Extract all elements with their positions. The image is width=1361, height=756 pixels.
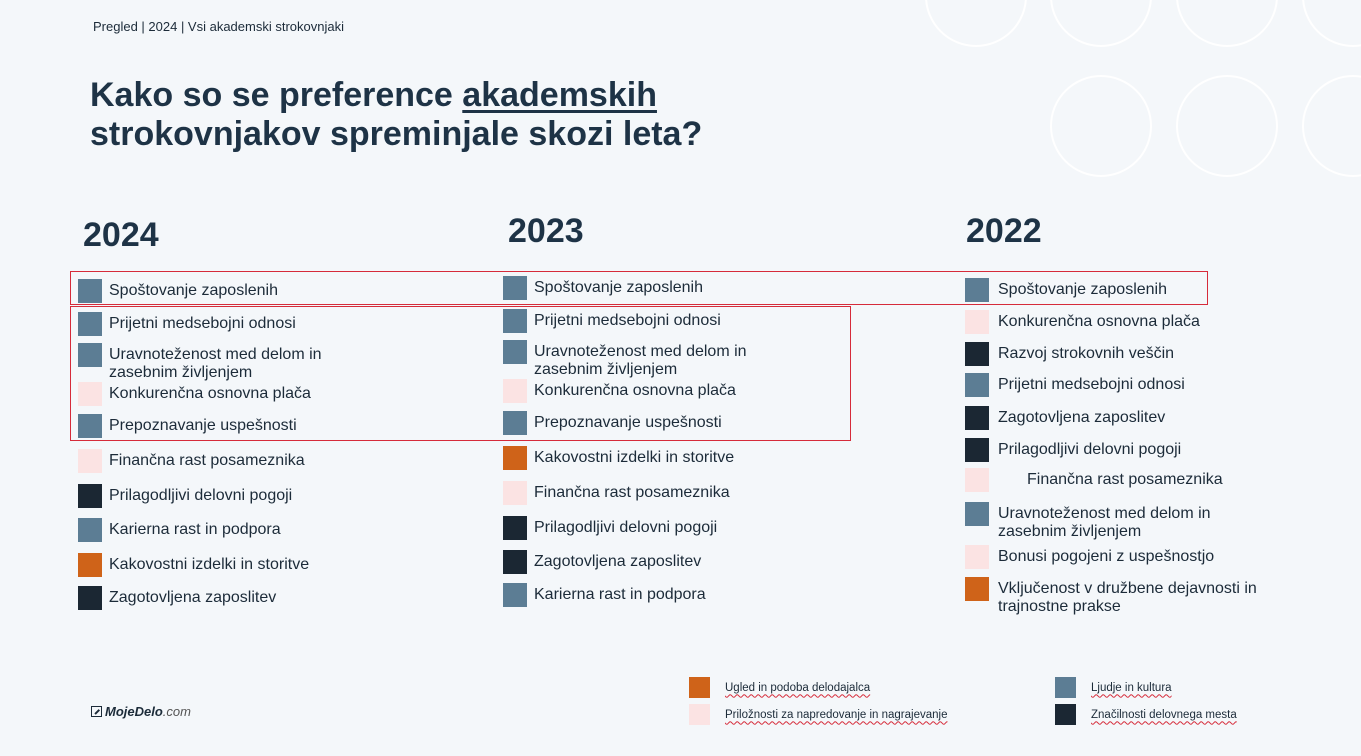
legend-label: Priložnosti za napredovanje in nagrajevanje bbox=[725, 708, 948, 721]
list-item bbox=[78, 449, 305, 473]
category-swatch bbox=[503, 550, 527, 574]
list-item bbox=[965, 468, 1223, 492]
legend-swatch bbox=[1055, 704, 1076, 725]
category-swatch bbox=[965, 577, 989, 601]
title-part2: strokovnjakov spreminjale skozi leta? bbox=[90, 115, 703, 153]
list-item bbox=[965, 342, 1174, 366]
legend-swatch bbox=[689, 704, 710, 725]
list-item bbox=[965, 278, 1167, 302]
category-swatch bbox=[503, 411, 527, 435]
logo-brand: MojeDelo bbox=[105, 704, 163, 719]
year-2024-heading: 2024 bbox=[83, 216, 159, 254]
item-label: Finančna rast posameznika bbox=[109, 452, 305, 469]
item-label: Uravnoteženost med delom in zasebnim življenjem bbox=[998, 505, 1211, 540]
list-item bbox=[78, 343, 359, 382]
item-label: Spoštovanje zaposlenih bbox=[998, 281, 1168, 298]
category-swatch bbox=[503, 583, 527, 607]
list-item bbox=[78, 414, 297, 438]
item-label: Prilagodljivi delovni pogoji bbox=[534, 519, 718, 536]
decor-circle bbox=[925, 0, 1027, 47]
category-swatch bbox=[503, 309, 527, 333]
item-label: Prepoznavanje uspešnosti bbox=[109, 417, 297, 434]
category-swatch bbox=[78, 586, 102, 610]
list-item bbox=[965, 577, 1268, 616]
item-label: Spoštovanje zaposlenih bbox=[534, 279, 704, 296]
item-label: Bonusi pogojeni z uspešnostjo bbox=[998, 548, 1215, 565]
list-item bbox=[78, 312, 296, 336]
list-item bbox=[965, 406, 1165, 430]
item-label: Kakovostni izdelki in storitve bbox=[534, 449, 735, 466]
item-label: Prijetni medsebojni odnosi bbox=[109, 315, 296, 332]
legend-label: Značilnosti delovnega mesta bbox=[1091, 708, 1237, 721]
category-swatch bbox=[78, 279, 102, 303]
category-swatch bbox=[503, 516, 527, 540]
list-item bbox=[503, 550, 701, 574]
category-swatch bbox=[78, 343, 102, 367]
list-item bbox=[503, 516, 717, 540]
title-part1: Kako so se preference bbox=[90, 76, 463, 114]
item-label: Prepoznavanje uspešnosti bbox=[534, 414, 722, 431]
item-label: Finančna rast posameznika bbox=[1027, 471, 1223, 488]
item-label: Zagotovljena zaposlitev bbox=[534, 553, 702, 570]
legend-label: Ugled in podoba delodajalca bbox=[725, 681, 871, 694]
item-label: Zagotovljena zaposlitev bbox=[109, 589, 277, 606]
item-label: Prijetni medsebojni odnosi bbox=[998, 376, 1185, 393]
category-swatch bbox=[965, 438, 989, 462]
decor-circle bbox=[1176, 0, 1278, 47]
item-label: Konkurenčna osnovna plača bbox=[534, 382, 736, 399]
list-item bbox=[78, 518, 281, 542]
item-label: Karierna rast in podpora bbox=[109, 521, 281, 538]
legend-item bbox=[1055, 704, 1237, 725]
legend-swatch bbox=[1055, 677, 1076, 698]
category-swatch bbox=[965, 545, 989, 569]
category-swatch bbox=[503, 481, 527, 505]
legend-item bbox=[1055, 677, 1172, 698]
item-label: Prilagodljivi delovni pogoji bbox=[109, 487, 293, 504]
legend-item bbox=[689, 677, 870, 698]
category-swatch bbox=[965, 502, 989, 526]
list-item bbox=[965, 545, 1214, 569]
title-underlined: akademskih bbox=[462, 76, 657, 114]
list-item bbox=[503, 481, 730, 505]
list-item bbox=[503, 276, 703, 300]
list-item bbox=[503, 583, 706, 607]
item-label: Vključenost v družbene dejavnosti in trajnostne prakse bbox=[998, 580, 1257, 615]
year-2022-heading: 2022 bbox=[966, 212, 1042, 250]
list-item bbox=[78, 382, 311, 406]
list-item bbox=[503, 379, 736, 403]
category-swatch bbox=[503, 340, 527, 364]
item-label: Konkurenčna osnovna plača bbox=[998, 313, 1200, 330]
legend-swatch bbox=[689, 677, 710, 698]
category-swatch bbox=[965, 373, 989, 397]
list-item bbox=[965, 502, 1248, 541]
decor-circle bbox=[1050, 75, 1152, 177]
category-swatch bbox=[78, 518, 102, 542]
list-item bbox=[965, 310, 1200, 334]
item-label: Spoštovanje zaposlenih bbox=[109, 282, 279, 299]
item-label: Uravnoteženost med delom in zasebnim življenjem bbox=[109, 346, 322, 381]
category-swatch bbox=[78, 484, 102, 508]
list-item bbox=[503, 340, 784, 379]
category-swatch bbox=[503, 379, 527, 403]
category-swatch bbox=[965, 406, 989, 430]
list-item bbox=[503, 411, 722, 435]
category-swatch bbox=[965, 342, 989, 366]
mojedelo-logo[interactable] bbox=[91, 704, 191, 719]
item-label: Zagotovljena zaposlitev bbox=[998, 409, 1166, 426]
item-label: Karierna rast in podpora bbox=[534, 586, 706, 603]
list-item bbox=[965, 438, 1181, 462]
legend-item bbox=[689, 704, 947, 725]
category-swatch bbox=[965, 468, 989, 492]
item-label: Uravnoteženost med delom in zasebnim življenjem bbox=[534, 343, 747, 378]
year-2023-heading: 2023 bbox=[508, 212, 584, 250]
category-swatch bbox=[78, 449, 102, 473]
list-item bbox=[78, 586, 276, 610]
decor-circle bbox=[1302, 0, 1361, 47]
page-title bbox=[90, 76, 702, 154]
item-label: Prijetni medsebojni odnosi bbox=[534, 312, 721, 329]
category-swatch bbox=[965, 278, 989, 302]
item-label: Finančna rast posameznika bbox=[534, 484, 730, 501]
list-item bbox=[503, 309, 721, 333]
category-swatch bbox=[78, 312, 102, 336]
list-item bbox=[78, 484, 292, 508]
item-label: Prilagodljivi delovni pogoji bbox=[998, 441, 1182, 458]
item-label: Razvoj strokovnih veščin bbox=[998, 345, 1175, 362]
decor-circle bbox=[1176, 75, 1278, 177]
category-swatch bbox=[78, 553, 102, 577]
category-swatch bbox=[965, 310, 989, 334]
category-swatch bbox=[78, 382, 102, 406]
logo-suffix: .com bbox=[162, 704, 191, 719]
decor-circle bbox=[1050, 0, 1152, 47]
list-item bbox=[78, 279, 278, 303]
category-swatch bbox=[78, 414, 102, 438]
category-swatch bbox=[503, 276, 527, 300]
logo-arrow-icon bbox=[91, 706, 102, 717]
decor-circle bbox=[1302, 75, 1361, 177]
item-label: Kakovostni izdelki in storitve bbox=[109, 556, 310, 573]
legend-label: Ljudje in kultura bbox=[1091, 681, 1172, 694]
list-item bbox=[503, 446, 734, 470]
list-item bbox=[965, 373, 1185, 397]
list-item bbox=[78, 553, 309, 577]
category-swatch bbox=[503, 446, 527, 470]
item-label: Konkurenčna osnovna plača bbox=[109, 385, 311, 402]
breadcrumb: Pregled | 2024 | Vsi akademski strokovnjaki bbox=[93, 19, 344, 34]
